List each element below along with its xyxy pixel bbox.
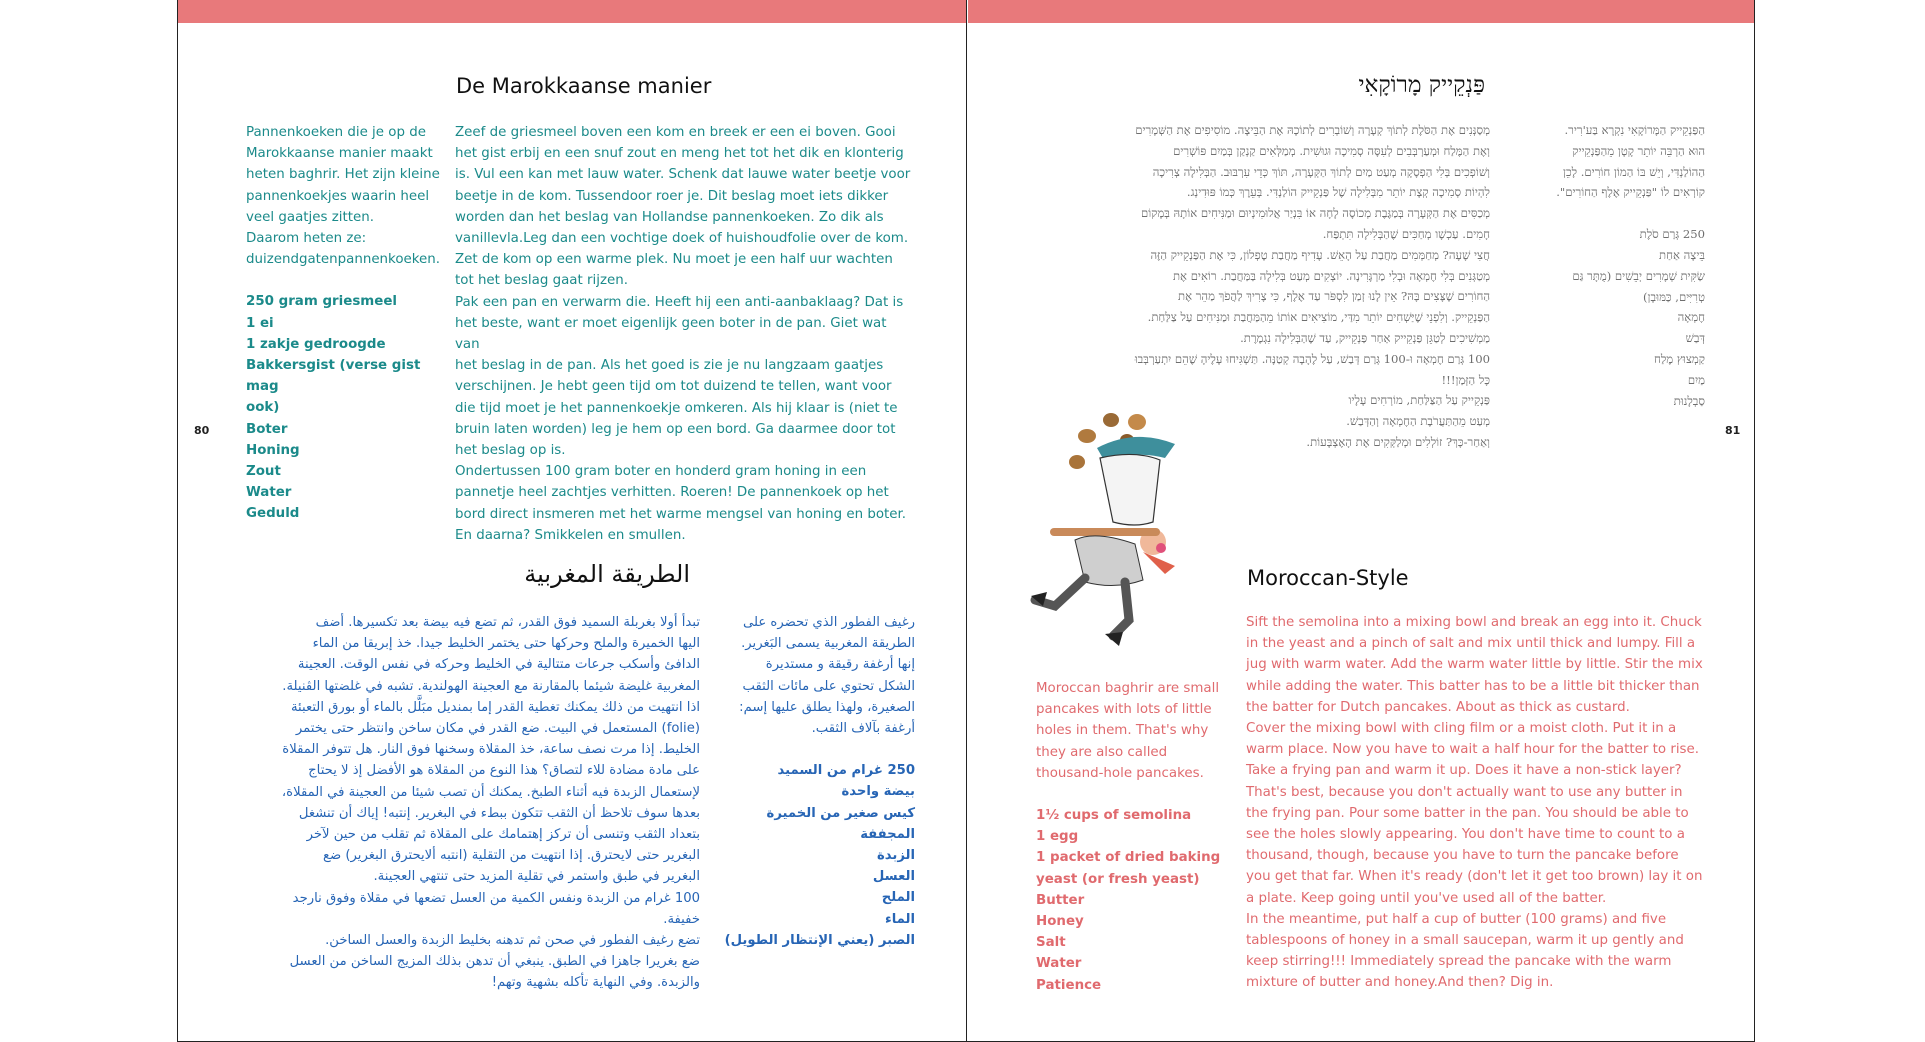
- ingredient-item: yeast (or fresh yeast): [1036, 871, 1200, 887]
- ingredient-item: Patience: [1036, 977, 1102, 993]
- english-method: [1246, 612, 1726, 994]
- ingredient-item: Salt: [1036, 935, 1066, 951]
- hebrew-intro-column: [1505, 120, 1705, 411]
- ingredient-item: 250 גְּרַם סֹלֶת: [1639, 227, 1705, 242]
- dutch-ingredients: [246, 291, 446, 524]
- ingredient-item: Boter: [246, 421, 288, 437]
- english-ingredients: [1036, 805, 1236, 996]
- arabic-method-text: تبدأ أولا بغربلة السميد فوق القدر، ثم تضع فيه بيضة بعد تكسيرها. أضف اليها الخميرة والملح وحركها حتى يختمر الخليط جيدا. خذ إبريقا من الماء الدافئ وأسكب جرعات متتالية في الخليط وحركه في نفس الوقت. العجينة المغربية غليضة شيئما بالمقارنة مع العجينة الهولندية. تشبه في غلضتها الڤنيلة. اذا انتهيت من ذلك يمكنك تغطية القدر إما بمنديل مبَلَّل بالماء أو بورق التعبئة (folie) المستعمل في البيت. ضع القدر في مكان ساخن وانتظر حتى يختمر الخليط. إذا مرت نصف ساعة، خذ المقلاة وسخنها فوق النار. هل تتوفر المقلاة على مادة مضادة للاء لتصاق؟ هذا النوع من المقلاة هو الأفضل إذ لا يحتاج لإستعمال الزبدة فيه أثناء الطبخ. يمكنك أن تصب شيئا من العجينة في المقلاة، بعدها سوف تلاحظ أن الثقب تتكون ببطء في البغرير. إنتبه! إياك أن تنشغل بتعداد الثقب وتنسى أن تركز إهتمامك على المقلاة ثم تقلب من حين لآخر البغرير حتى لايحترق. إذا انتهيت من التقلية (انتبه ألايحترق البغرير) ضع البغرير في طبق واستمر في تقلية المزيد حتى تنتهي العجينة. 100 غرام من الزبدة ونفس الكمية من العسل تضعها في مقلاة وفوق نارجد خفيفة. تضع رغيف الفطور في صحن ثم تدهنه بخليط الزبدة والعسل الساخن. ضع بغريرا جاهزا في الطبق. ينبغي أن تدهن بذلك المزيج الساخن من العسل والزبدة. وفي النهاية تأكله بشهية وتهم!: [281, 615, 700, 991]
- hebrew-method: [1030, 120, 1490, 453]
- ingredient-item: الزبدة: [876, 848, 915, 864]
- ingredient-item: בֵּיצָה אַחַת: [1659, 247, 1705, 262]
- ingredient-item: بيضة واحدة: [841, 784, 915, 800]
- hebrew-title: פַּנְקֵייק מָרוֹקָאִי: [1358, 72, 1485, 98]
- ingredient-item: Water: [246, 485, 292, 501]
- ingredient-item: 250 غرام من السميد: [777, 763, 915, 779]
- ingredient-item: 1 packet of dried baking: [1036, 850, 1221, 866]
- ingredient-item: ook): [246, 400, 280, 416]
- page-fold: [966, 0, 967, 1042]
- ingredient-item: קַמְצוּץ מֶלַח: [1653, 351, 1705, 366]
- ingredient-item: Honing: [246, 442, 300, 458]
- hebrew-intro: הַפַּנְקֵייק הַמָּרוֹקָאִי נִקְרָא בַּע'רִיר. הוּא הַרְבֵּה יוֹתֵר קָטָן מֵהַפַּנְקֵייק הַהוֹלַנְדִּי, וְיֵשׁ בּוֹ הַמוֹן חוֹרִים. לָכֵן קוֹרְאִים לוֹ "פַּנְקֵייק אֶלֶף הַחוֹרִים".: [1556, 123, 1705, 200]
- arabic-title: الطريقة المغربية: [524, 560, 690, 588]
- ingredient-item: Butter: [1036, 892, 1085, 908]
- ingredient-item: Honey: [1036, 914, 1084, 930]
- dutch-method: [455, 122, 915, 546]
- english-method-text: Sift the semolina into a mixing bowl and break an egg into it. Chuck in the yeast and a pinch of salt and mix until thick and lumpy. Fill a jug with warm water. Add the warm water little by little. Stir the mix while adding the water. This batter has to be a little bit thicker than the batter for Dutch pancakes. About as thick as custard. Cover the mixing bowl with cling film or a moist cloth. Put it in a warm place. Now you have to wait a half hour for the batter to rise. Take a frying pan and warm it up. Does it have a non-stick layer? That's best, because you don't actually want to use any butter in the frying pan. Pour some batter in the pan. You should be able to see the holes slowly appearing. You don't have time to count to a thousand, though, because you have to turn the pancake before you get that far. When it's ready (don't let it get too brown) lay it on a plate. Keep going until you've used all of the batter. In the meantime, put half a cup of butter (100 grams) and five tablespoons of honey in a small saucepan, warm it up gently and keep stirring!!! Immediately spread the pancake with the warm mixture of butter and honey.And then? Dig in.: [1246, 615, 1703, 991]
- english-intro-column: [1036, 678, 1236, 996]
- ingredient-item: Bakkersgist (verse gist mag: [246, 358, 421, 395]
- ingredient-item: 1 zakje gedroogde: [246, 336, 386, 352]
- ingredient-item: Zout: [246, 464, 281, 480]
- ingredient-item: كيس صغير من الخميرة المجففة: [766, 805, 915, 842]
- ingredient-item: العسل: [872, 869, 915, 885]
- chef-with-pancakes-illustration: [1025, 410, 1205, 650]
- ingredient-item: מַיִם: [1687, 372, 1705, 387]
- dutch-intro-column: [246, 122, 446, 525]
- arabic-intro: رغيف الفطور الذي تحضره على الطريقة المغربية يسمى البَغرير. إنها أرغفة رقيقة و مستديرة الشكل تحتوي على مائات الثقب الصغيرة، ولهذا يطلق عليها إسم: أرغفة بآلاف الثقب.: [739, 615, 915, 737]
- dutch-intro: Pannenkoeken die je op de Marokkaanse manier maakt heten baghrir. Het zijn kleine pannenkoekjes waarin heel veel gaatjes zitten. Daarom heten ze: duizendgatenpannenkoeken.: [246, 125, 441, 268]
- ingredient-item: שַׂקִּית שְׁמָרִים יְבֵשִׁים (מֻתָּר גַּם: [1572, 268, 1705, 283]
- ingredient-item: الملح: [881, 890, 915, 906]
- arabic-method: [250, 612, 700, 994]
- ingredient-item: 1 ei: [246, 315, 274, 331]
- dutch-method-text: Zeef de griesmeel boven een kom en breek er een ei boven. Gooi het gist erbij en een snuf zout en meng het tot het dik en klonterig is. Vul een kan met lauw water. Schenk dat lauwe water beetje voor beetje in de kom. Tussendoor roer je. Dit beslag moet iets dikker worden dan het beslag van Hollandse pannenkoeken. Zo dik als vanillevla.Leg dan een vochtige doek of huishoudfolie over de kom. Zet de kom op een warme plek. Nu moet je een half uur wachten tot het beslag gaat rijzen. Pak een pan en verwarm die. Heeft hij een anti-aanbaklaag? Dat is het beste, want er moet eigenlijk geen boter in de pan. Giet wat van het beslag in de pan. Als het goed is zie je nu langzaam gaatjes verschijnen. Je hebt geen tijd om tot duizend te tellen, want voor die tijd moet je het pannenkoekje omkeren. Als hij klaar is (niet te bruin laten worden) leg je hem op een bord. Ga daarmee door tot het beslag op is. Ondertussen 100 gram boter en honderd gram honing in een pannetje heel zachtjes verhitten. Roeren! De pannenkoek op het bord direct insmeren met het warme mengsel van honing en boter. En daarna? Smikkelen en smullen.: [455, 125, 911, 543]
- english-title: Moroccan-Style: [1247, 566, 1409, 590]
- arabic-intro-column: [720, 612, 915, 951]
- ingredient-item: חֶמְאָה: [1677, 310, 1705, 325]
- ingredient-item: الماء: [884, 911, 915, 927]
- english-intro: Moroccan baghrir are small pancakes with lots of little holes in them. That's why they are also called thousand-hole pancakes.: [1036, 681, 1220, 781]
- ingredient-item: Geduld: [246, 506, 300, 522]
- ingredient-item: 250 gram griesmeel: [246, 294, 397, 310]
- left-page-accent-bar: [178, 0, 966, 23]
- page-number-left: 80: [194, 424, 210, 437]
- arabic-ingredients: [720, 760, 915, 951]
- ingredient-item: 1½ cups of semolina: [1036, 808, 1192, 824]
- ingredient-item: סַבְלָנוּת: [1673, 393, 1705, 408]
- ingredient-item: الصبر (يعني الإنتظار الطويل): [724, 932, 915, 948]
- ingredient-item: דְּבַשׁ: [1685, 331, 1705, 346]
- hebrew-ingredients: [1505, 224, 1705, 411]
- ingredient-item: Water: [1036, 956, 1082, 972]
- dutch-title: De Marokkaanse manier: [456, 74, 712, 98]
- right-page-accent-bar: [968, 0, 1754, 23]
- ingredient-item: טְרִיִּים, כַּמּוּבָן): [1643, 289, 1705, 304]
- hebrew-method-text: מְסַנְּנִים אֶת הַסֹּלֶת לְתוֹךְ קְעָרָה וְשׁוֹבְרִים לְתוֹכָהּ אֶת הַבֵּיצָה. מוֹסִיפִים אֶת הַשְּׁמָרִים וְאֶת הַמֶּלַח וּמְעַרְבְּבִים לְעִסָּה סְמִיכָה וּגוּשִׁית. מְמַלְּאִים קַנְקַן בְּמַיִם פּוֹשְׁרִים וְשׁוֹפְכִים בְּלִי הַפְסָקָה מְעַט מַיִם לְתוֹךְ הַקְּעָרָה, תּוֹךְ כְּדֵי עִרְבּוּב. הַבְּלִילָה צְרִיכָה לִהְיוֹת סְמִיכָה קְצָת יוֹתֵר מִבְּלִילָה שֶׁל פַּנְקֵייק הוֹלַנְדִּי. בְּעֵרֶךְ כְּמוֹ פּוּדִינְג. מְכַסִּים אֶת הַקְּעָרָה בְּמַגֶּבֶת מְכוֹסָה לָחָה אוֹ בִּנְיַר אֲלוּמִינְיוּם וּמַנִּיחִים אוֹתָהּ בְּמָקוֹם חָמִים. עַכְשָׁו מְחַכִּים שֶׁהַבְּלִילָה תִּתְפַּח. חֲצִי שָׁעָה? מְחַמְּמִים מַחֲבַת עַל הָאֵשׁ. עָדִיף מַחֲבַת טֶפְלוֹן, כִּי אֶת הַפַּנְקֵייק הַזֶּה מְטַגְּנִים בְּלִי חֶמְאָה וּבְלִי מַרְגָּרִינָה. יוֹצְקִים מְעַט בְּלִילָה בַּמַּחֲבַת. רוֹאִים אֶת הַחוֹרִים שֶׁצָּצִים בָּהּ? אֵין לָנוּ זְמַן לִסְפֹּר עַד אֶלֶף, כִּי צָרִיךְ לַהֲפֹךְ מַהֵר אֶת הַפַּנְקֵייק. וְלִפְנֵי שֶׁיַּשְׁחִים יוֹתֵר מִדַּי, מוֹצִיאִים אוֹתוֹ מֵהַמַּחֲבַת וּמַנִּיחִים עַל צַלַּחַת. מַמְשִׁיכִים לְטַגֵּן פַּנְקֵייק אַחַר פַּנְקֵייק, עַד שֶׁהַבְּלִילָה נִגְמֶרֶת. 100 גְּרַם חֶמְאָה וּ-100 גְּרַם דְּבַשׁ, עַל לֶהָבָה קְטַנָּה. תַּשְׁגִּיחוּ עָלֶיהָ שֶׁהֵם יִתְעַרְבְּבוּ כָּל הַזְּמַן!!! פַּנְקֵייק עַל הַצַּלַּחַת, מוֹרְחִים עָלָיו מְעַט מֵהַתַּעֲרֹבֶת הַחֶמְאָה וְהַדְּבַשׁ. וְאַחַר-כָּךְ? זוֹלְלִים וּמְלַקְּקִים אֶת הָאֶצְבָּעוֹת.: [1134, 123, 1490, 449]
- page-number-right: 81: [1725, 424, 1741, 437]
- ingredient-item: 1 egg: [1036, 829, 1079, 845]
